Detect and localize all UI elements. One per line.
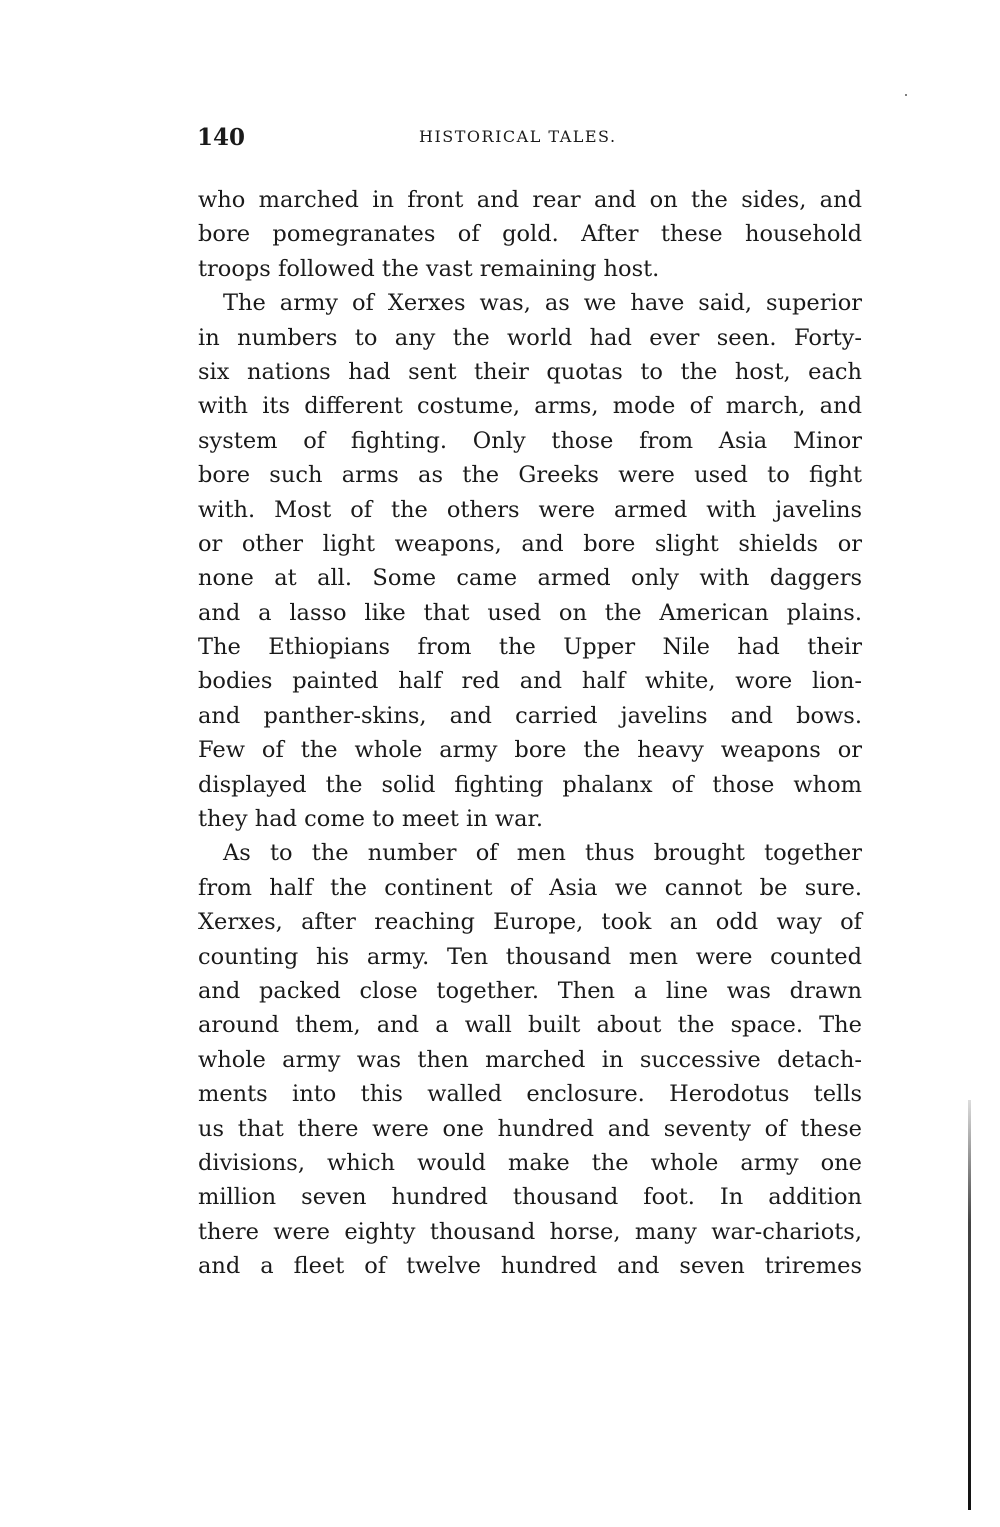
text-line: us that there were one hundred and seventy of these [198, 1115, 862, 1142]
paragraph [198, 836, 862, 1283]
text-line: or other light weapons, and bore slight shields or [198, 530, 862, 557]
text-line: six nations had sent their quotas to the host, each [198, 358, 862, 385]
scan-speck [905, 94, 907, 96]
text-line: there were eighty thousand horse, many war-chariots, [198, 1218, 862, 1245]
text-line: they had come to meet in war. [198, 806, 543, 833]
text-line: whole army was then marched in successive detach- [198, 1046, 862, 1073]
text-line: around them, and a wall built about the space. The [198, 1012, 862, 1039]
paragraph [198, 286, 862, 836]
text-line: counting his army. Ten thousand men were counted [198, 943, 862, 970]
text-line: troops followed the vast remaining host. [198, 255, 660, 282]
text-line: and panther-skins, and carried javelins and bows. [198, 702, 862, 729]
text-line: bore such arms as the Greeks were used to fight [198, 462, 862, 489]
text-line: ments into this walled enclosure. Herodotus tells [198, 1081, 862, 1108]
text-line: displayed the solid fighting phalanx of those whom [198, 771, 862, 798]
scan-edge-line [968, 1100, 971, 1510]
text-line: none at all. Some came armed only with daggers [198, 565, 862, 592]
text-line: Few of the whole army bore the heavy weapons or [198, 737, 862, 764]
page-number: 140 [197, 124, 246, 151]
text-line: The army of Xerxes was, as we have said, superior [223, 290, 862, 317]
text-line: system of fighting. Only those from Asia Minor [198, 427, 862, 454]
body-text [198, 183, 862, 1284]
text-line: with its different costume, arms, mode of march, and [198, 393, 862, 420]
text-line: bore pomegranates of gold. After these household [198, 221, 862, 248]
text-line: and a fleet of twelve hundred and seven triremes [198, 1253, 862, 1280]
text-line: divisions, which would make the whole army one [198, 1149, 862, 1176]
page-header [197, 124, 862, 154]
text-line: who marched in front and rear and on the sides, and [198, 187, 862, 213]
text-line: The Ethiopians from the Upper Nile had their [198, 634, 862, 661]
text-line: in numbers to any the world had ever seen. Forty- [198, 324, 862, 351]
text-line: Xerxes, after reaching Europe, took an odd way of [198, 909, 862, 936]
running-title: HISTORICAL TALES. [419, 127, 617, 146]
text-line: and packed close together. Then a line was drawn [198, 977, 862, 1004]
text-line: and a lasso like that used on the American plains. [198, 599, 862, 626]
text-line: million seven hundred thousand foot. In addition [198, 1184, 862, 1211]
paragraph [198, 183, 862, 286]
text-line: with. Most of the others were armed with javelins [198, 496, 862, 523]
text-line: from half the continent of Asia we cannot be sure. [198, 874, 862, 901]
text-line: bodies painted half red and half white, wore lion- [198, 668, 862, 695]
text-line: As to the number of men thus brought together [223, 840, 862, 867]
